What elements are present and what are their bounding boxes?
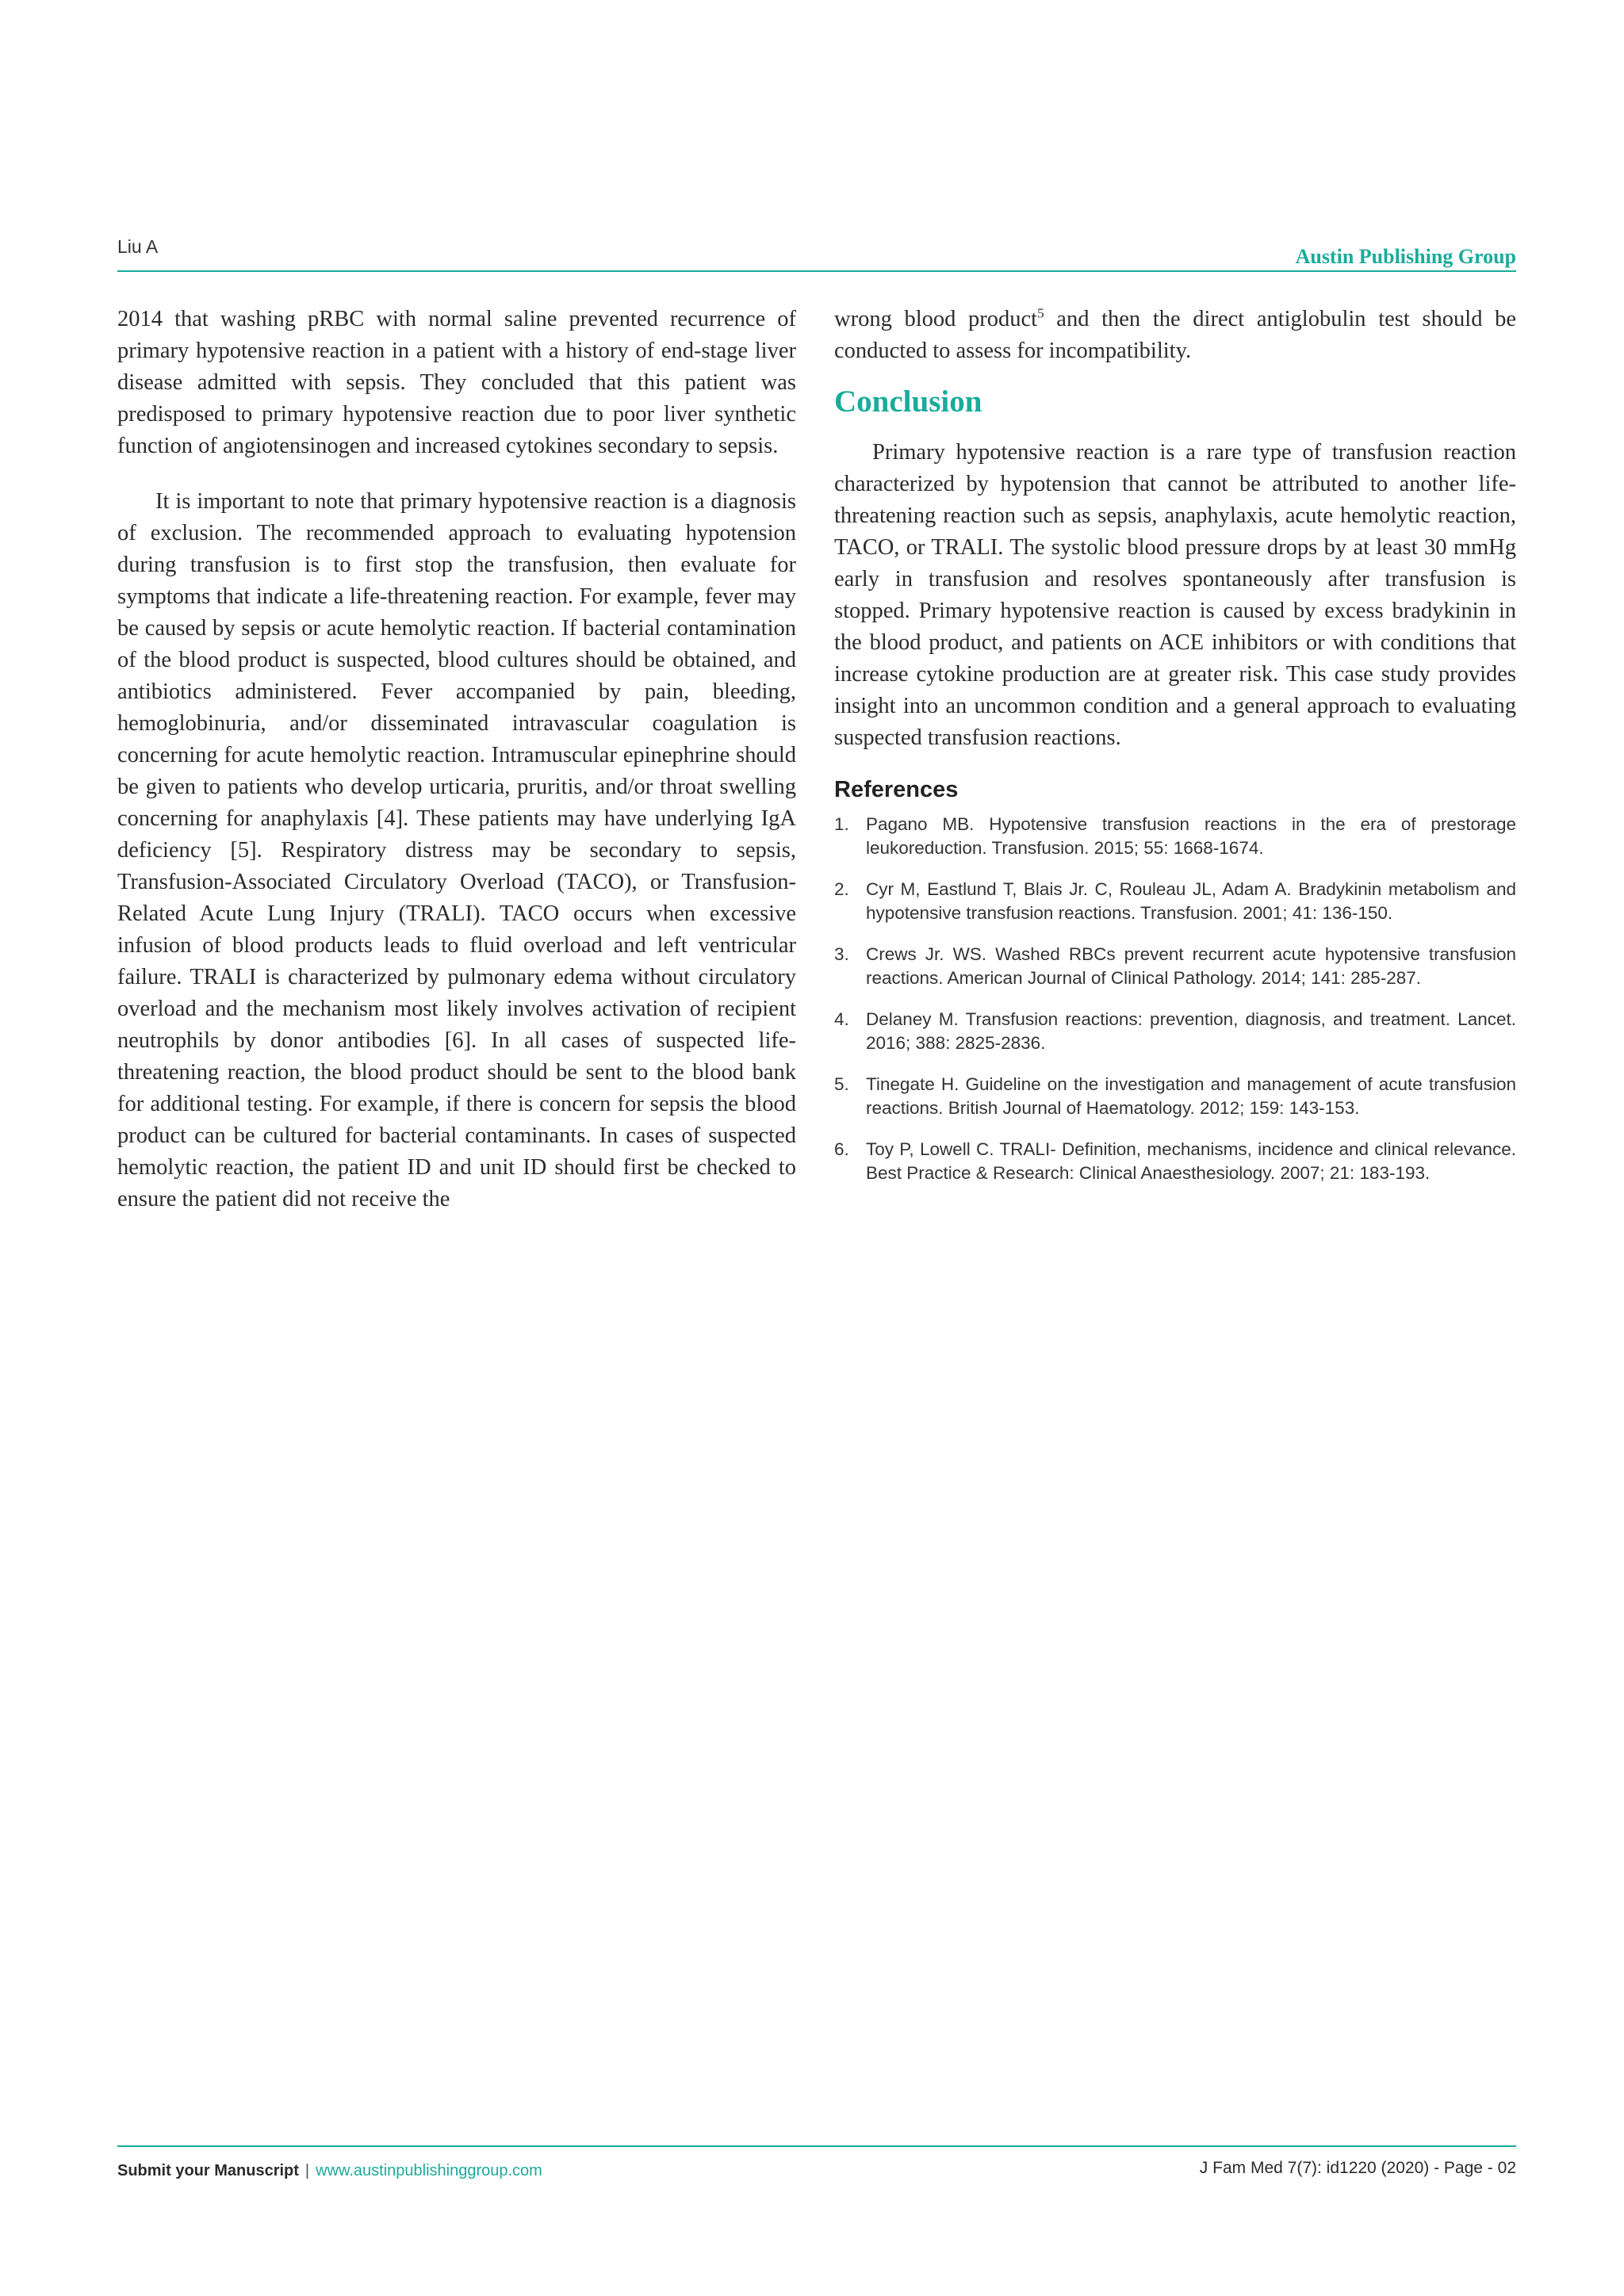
reference-text: Tinegate H. Guideline on the investigation and management of acute transfusion reactions. British Journal of Haematology. 2012; 159: 143-153. (866, 1074, 1516, 1118)
reference-text: Toy P, Lowell C. TRALI- Definition, mechanisms, incidence and clinical relevance. Best Practice & Research: Clinical Anaesthesiology. 2007; 21: 183-193. (866, 1139, 1516, 1183)
footer-submit (117, 2162, 542, 2180)
citation-superscript: 5 (1037, 305, 1044, 321)
reference-item (834, 1008, 1516, 1055)
reference-text: Pagano MB. Hypotensive transfusion reactions in the era of prestorage leukoreduction. Transfusion. 2015; 55: 1668-1674. (866, 814, 1516, 858)
reference-text: Cyr M, Eastlund T, Blais Jr. C, Rouleau JL, Adam A. Bradykinin metabolism and hypotensive transfusion reactions. Transfusion. 2001; 41: 136-150. (866, 879, 1516, 923)
reference-item (834, 1138, 1516, 1185)
reference-item (834, 813, 1516, 860)
conclusion-heading: Conclusion (834, 385, 982, 419)
reference-list (834, 813, 1516, 1185)
header-rule (117, 270, 1516, 272)
reference-item (834, 1073, 1516, 1120)
reference-item (834, 878, 1516, 925)
reference-item (834, 943, 1516, 990)
reference-number: 4. (834, 1009, 849, 1029)
footer-citation: J Fam Med 7(7): id1220 (2020) - Page - 02 (1199, 2159, 1516, 2177)
body-paragraph-1: 2014 that washing pRBC with normal saline prevented recurrence of primary hypotensive reaction in a patient with a history of end-stage liver disease admitted with sepsis. They concluded that this patient was predisposed to primary hypotensive reaction due to poor liver synthetic function of angiotensinogen and increased cytokines secondary to sepsis. (117, 307, 796, 458)
reference-number: 1. (834, 814, 849, 834)
reference-text: Crews Jr. WS. Washed RBCs prevent recurrent acute hypotensive transfusion reactions. American Journal of Clinical Pathology. 2014; 141: 285-287. (866, 944, 1516, 988)
right-column (834, 304, 1516, 1203)
reference-number: 3. (834, 944, 849, 964)
paragraph-gap (117, 462, 796, 486)
reference-text: Delaney M. Transfusion reactions: prevention, diagnosis, and treatment. Lancet. 2016; 388: 2825-2836. (866, 1009, 1516, 1053)
header-author: Liu A (117, 236, 159, 257)
publisher-url-link[interactable]: www.austinpublishinggroup.com (316, 2162, 542, 2179)
continuation-paragraph (834, 304, 1516, 367)
header-publisher: Austin Publishing Group (1295, 245, 1516, 268)
left-column (117, 304, 796, 1215)
continuation-text-end: and then the direct antiglobulin test should be conducted to assess for incompatibility. (834, 307, 1516, 363)
reference-number: 6. (834, 1139, 849, 1159)
submit-manuscript-label: Submit your Manuscript (117, 2162, 299, 2179)
reference-number: 5. (834, 1074, 849, 1094)
footer-separator: | (304, 2162, 310, 2179)
body-paragraph-2: It is important to note that primary hypotensive reaction is a diagnosis of exclusion. The recommended approach to evaluating hypotension during transfusion is to first stop the transfusion, then evaluate for symptoms that indicate a life-threatening reaction. For example, fever may be caused by sepsis or acute hemolytic reaction. If bacterial contamination of the blood product is suspected, blood cultures should be obtained, and antibiotics administered. Fever accompanied by pain, bleeding, hemoglobinuria, and/or disseminated intravascular coagulation is concerning for acute hemolytic reaction. Intramuscular epinephrine should be given to patients who develop urticaria, pruritis, and/or throat swelling concerning for anaphylaxis [4]. These patients may have underlying IgA deficiency [5]. Respiratory distress may be secondary to sepsis, Transfusion-Associated Circulatory Overload (TACO), or Transfusion-Related Acute Lung Injury (TRALI). TACO occurs when excessive infusion of blood products leads to fluid overload and left ventricular failure. TRALI is characterized by pulmonary edema without circulatory overload and the mechanism most likely involves activation of recipient neutrophils by donor antibodies [6]. In all cases of suspected life-threatening reaction, the blood product should be sent to the blood bank for additional testing. For example, if there is concern for sepsis the blood product can be cultured for bacterial contaminants. In cases of suspected hemolytic reaction, the patient ID and unit ID should first be checked to ensure the patient did not receive the (117, 489, 796, 1211)
reference-number: 2. (834, 879, 849, 899)
footer-rule (117, 2145, 1516, 2147)
references-heading: References (834, 777, 959, 802)
conclusion-paragraph: Primary hypotensive reaction is a rare type of transfusion reaction characterized by hypotension that cannot be attributed to another life-threatening reaction such as sepsis, anaphylaxis, acute hemolytic reaction, TACO, or TRALI. The systolic blood pressure drops by at least 30 mmHg early in transfusion and resolves spontaneously after transfusion is stopped. Primary hypotensive reaction is caused by excess bradykinin in the blood product, and patients on ACE inhibitors or with conditions that increase cytokine production are at greater risk. This case study provides insight into an uncommon condition and a general approach to evaluating suspected transfusion reactions. (834, 440, 1516, 750)
continuation-text-start: wrong blood product (834, 307, 1038, 331)
